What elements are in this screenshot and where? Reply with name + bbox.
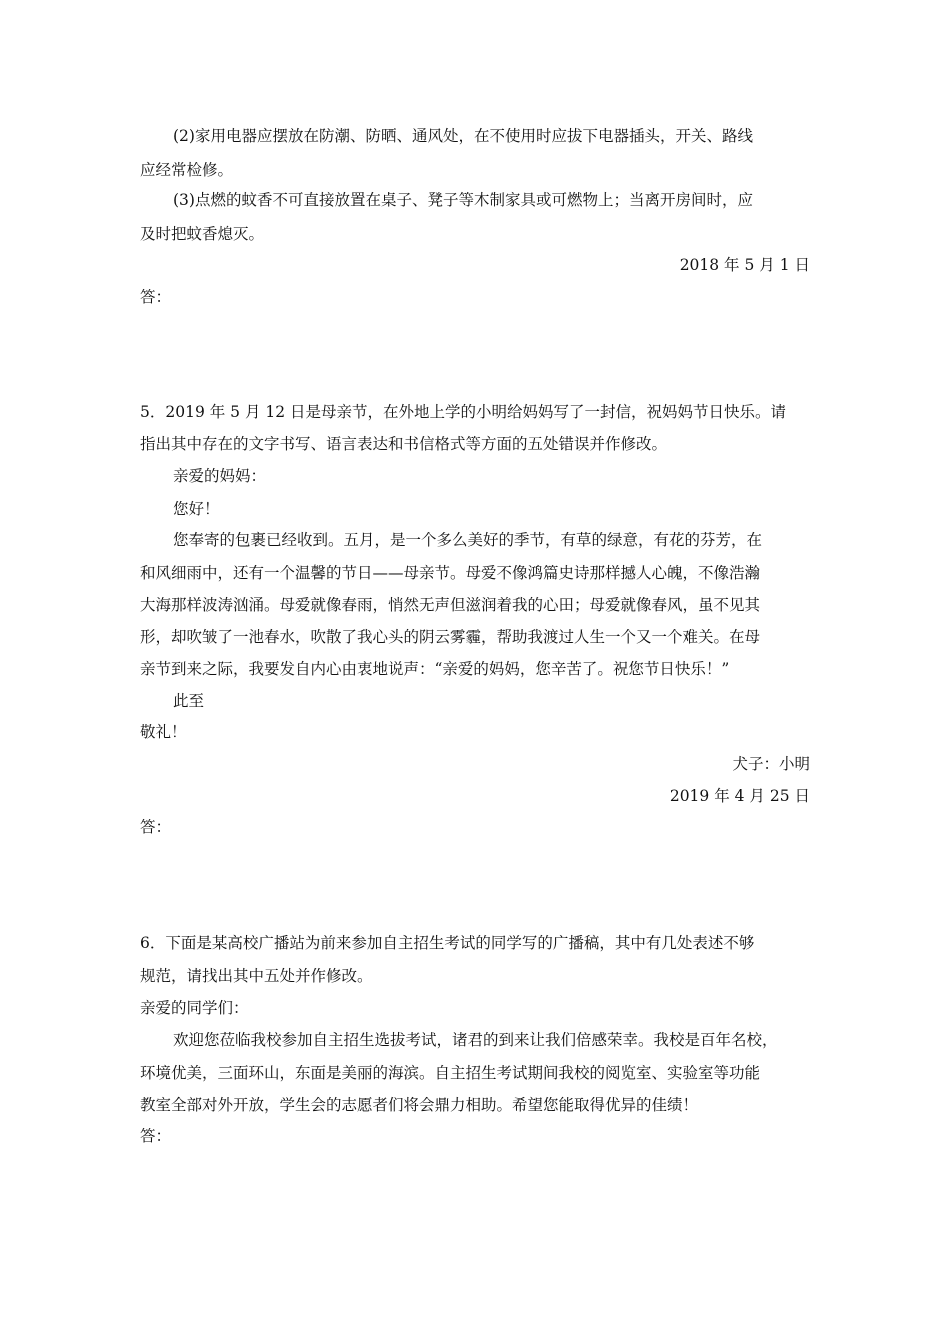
q5-body-line: 大海那样波涛汹涌。母爱就像春雨，悄然无声但滋润着我的心田；母爱就像春风，虽不见其 <box>140 596 761 614</box>
q5-salutation: 亲爱的妈妈： <box>173 467 267 485</box>
q6-body-line: 教室全部对外开放，学生会的志愿者们将会鼎力相助。希望您能取得优异的佳绩！ <box>140 1096 699 1114</box>
q6-body-line: 欢迎您莅临我校参加自主招生选拔考试，诸君的到来让我们倍感荣幸。我校是百年名校， <box>173 1031 778 1049</box>
q6-prompt-line2: 规范，请找出其中五处并作修改。 <box>140 967 373 985</box>
q5-prompt-line1: 5．2019 年 5 月 12 日是母亲节，在外地上学的小明给妈妈写了一封信，祝妈妈节日快乐。请 <box>140 403 787 421</box>
q5-body-line: 您奉寄的包裹已经收到。五月，是一个多么美好的季节，有草的绿意，有花的芬芳，在 <box>173 531 763 549</box>
q5-body-line: 亲节到来之际，我要发自内心由衷地说声：“亲爱的妈妈，您辛苦了。祝您节日快乐！” <box>140 660 730 678</box>
q5-body-line: 和风细雨中，还有一个温馨的节日——母亲节。母爱不像鸿篇史诗那样撼人心魄，不像浩瀚 <box>140 564 761 582</box>
q5-answer-label: 答： <box>140 818 172 836</box>
s4-date: 2018 年 5 月 1 日 <box>679 256 810 274</box>
q5-signature: 犬子：小明 <box>732 755 810 773</box>
q6-salutation: 亲爱的同学们： <box>140 999 249 1017</box>
q5-prompt-line2: 指出其中存在的文字书写、语言表达和书信格式等方面的五处错误并作修改。 <box>140 435 668 453</box>
q5-date: 2019 年 4 月 25 日 <box>669 787 810 805</box>
q6-answer-label: 答： <box>140 1127 172 1145</box>
s4-item3-line1: (3)点燃的蚊香不可直接放置在桌子、凳子等木制家具或可燃物上；当离开房间时，应 <box>173 191 753 209</box>
s4-answer-label: 答： <box>140 288 172 306</box>
q5-greeting: 您好！ <box>173 500 220 518</box>
q6-prompt-line1: 6．下面是某高校广播站为前来参加自主招生考试的同学写的广播稿，其中有几处表述不够 <box>140 934 755 952</box>
s4-item2-line2: 应经常检修。 <box>140 161 234 179</box>
s4-item3-line2: 及时把蚊香熄灭。 <box>140 225 265 243</box>
q5-closing-2: 敬礼！ <box>140 723 187 741</box>
q5-body-line: 形，却吹皱了一池春水，吹散了我心头的阴云雾霾，帮助我渡过人生一个又一个难关。在母 <box>140 628 761 646</box>
q6-body-line: 环境优美，三面环山，东面是美丽的海滨。自主招生考试期间我校的阅览室、实验室等功能 <box>140 1064 761 1082</box>
q5-closing-1: 此至 <box>173 692 205 710</box>
s4-item2-line1: (2)家用电器应摆放在防潮、防晒、通风处，在不使用时应拔下电器插头，开关、路线 <box>173 127 753 145</box>
